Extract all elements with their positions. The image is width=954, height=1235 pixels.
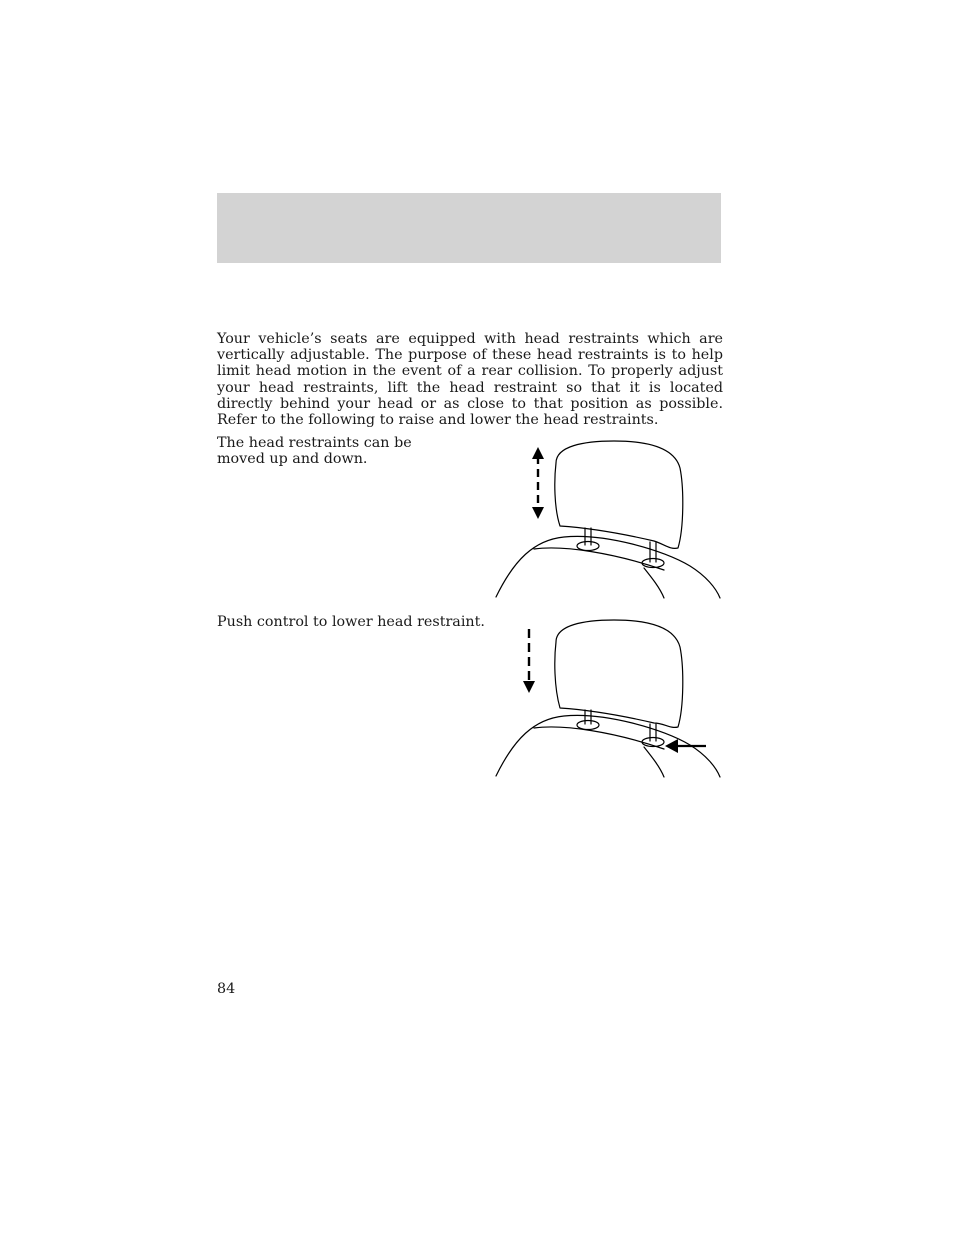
up-down-arrow-icon bbox=[532, 447, 544, 519]
push-control-arrow-icon bbox=[665, 739, 706, 753]
down-arrow-icon bbox=[523, 629, 535, 693]
head-restraint-lower-illustration bbox=[494, 617, 722, 779]
section-header-band bbox=[217, 193, 721, 263]
step-2-caption: Push control to lower head restraint. bbox=[217, 614, 485, 630]
step-1-caption: The head restraints can be moved up and down. bbox=[217, 435, 412, 468]
head-restraint-adjust-illustration bbox=[494, 438, 722, 600]
intro-paragraph: Your vehicle’s seats are equipped with head restraints which are vertically adjustable. The purpose of these head restraints is to help limit head motion in the event of a rear collision. To properly adjust your head restraints, lift the head restraint so that it is located directly behind your head or as close to that position as possible. Refer to the following to raise and lower the head restraints. bbox=[217, 331, 723, 429]
page-number: 84 bbox=[217, 981, 236, 997]
